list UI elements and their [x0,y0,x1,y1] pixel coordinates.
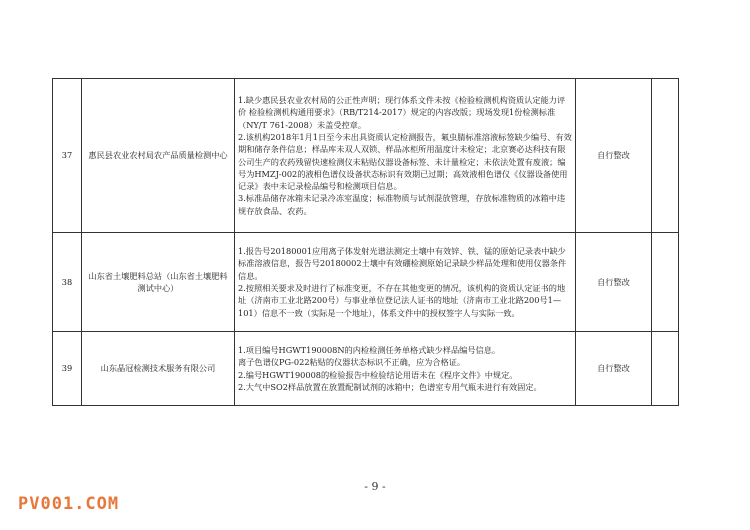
row-number: 38 [53,233,82,332]
issue-item: 2.该机构2018年1月1日至今未出具资质认定检测报告，氟虫腈标准溶液标签缺少编号、有效期和储存条件信息；样品库未双人双锁、样品冰柜所用温度计未检定；北京赛必达科技有限公司生产的农药残留快速检测仪未粘贴仪器设备标签、未计量检定；未依法处置有废液；编号为HMZJ-002的液相色谱仪设备状态标识有效期已过期；高效液相色谱仪《仪器设备使用记录》表中未记录检品编号和检测项目信息。 [238,131,572,192]
issue-item: 3.标准品储存冰箱未记录冷冻室温度；标准物质与试剂混放管理，存放标准物质的冰箱中违规存放食品、农药。 [238,193,566,216]
table-row [53,332,679,406]
watermark-logo: PV001.COM [18,494,120,514]
rectification-action: 自行整改 [576,332,652,406]
remark-cell [652,233,679,332]
issues-cell [235,332,576,406]
remark-cell [652,79,679,233]
issue-item: 1.项目编号HGWT190008N的内检检测任务单格式缺少样品编号信息。 [238,344,501,355]
rectification-action: 自行整改 [576,233,652,332]
organization-name: 惠民县农业农村局农产品质量检测中心 [82,79,235,233]
issue-item: 2.编号HGWT190008的检验报告中检验结论用语未在《程序文件》中规定。 [238,369,518,380]
remark-cell [652,332,679,406]
issue-item: 离子色谱仪PG-022粘贴的仪器状态标识不正确，应为合格证。 [238,357,466,368]
table-row [53,79,679,233]
issue-item: 2.按照相关要求及时进行了标准变更，不存在其他变更的情况，该机构的资质认定证书的地址（济南市工业北路200号）与事业单位登记法人证书的地址（济南市工业北路200号1—101）信息不一致（实际是一个地址），体系文件中的授权签字人与实际一致。 [238,283,566,318]
issues-cell [235,233,576,332]
rectification-action: 自行整改 [576,79,652,233]
issues-cell [235,79,576,233]
rectification-table [52,78,679,406]
issue-item: 1.缺少惠民县农业农村局的公正性声明；现行体系文件未按《检验检测机构资质认定能力评价 检验检测机构通用要求》（RB/T214-2017）规定的内容改版；现场发现1份检测标准（NY/T 761-2008）未盖受控章。 [238,95,566,130]
table-row [53,233,679,332]
row-number: 39 [53,332,82,406]
page-number: - 9 - [364,480,386,493]
organization-name: 山东省土壤肥料总站（山东省土壤肥料测试中心） [82,233,235,332]
issue-item: 2.大气中SO2样品放置在放置配制试剂的冰箱中；色谱室专用气瓶未进行有效固定。 [238,381,542,392]
issue-item: 1.报告号20180001应用离子体发射光谱法测定土壤中有效锌、铁、锰的原始记录表中缺少标准溶液信息，报告号20180002土壤中有效硼检测原始记录缺少样品处理和使用仪器条件信息。 [238,246,567,281]
row-number: 37 [53,79,82,233]
organization-name: 山东晶冠检测技术服务有限公司 [82,332,235,406]
